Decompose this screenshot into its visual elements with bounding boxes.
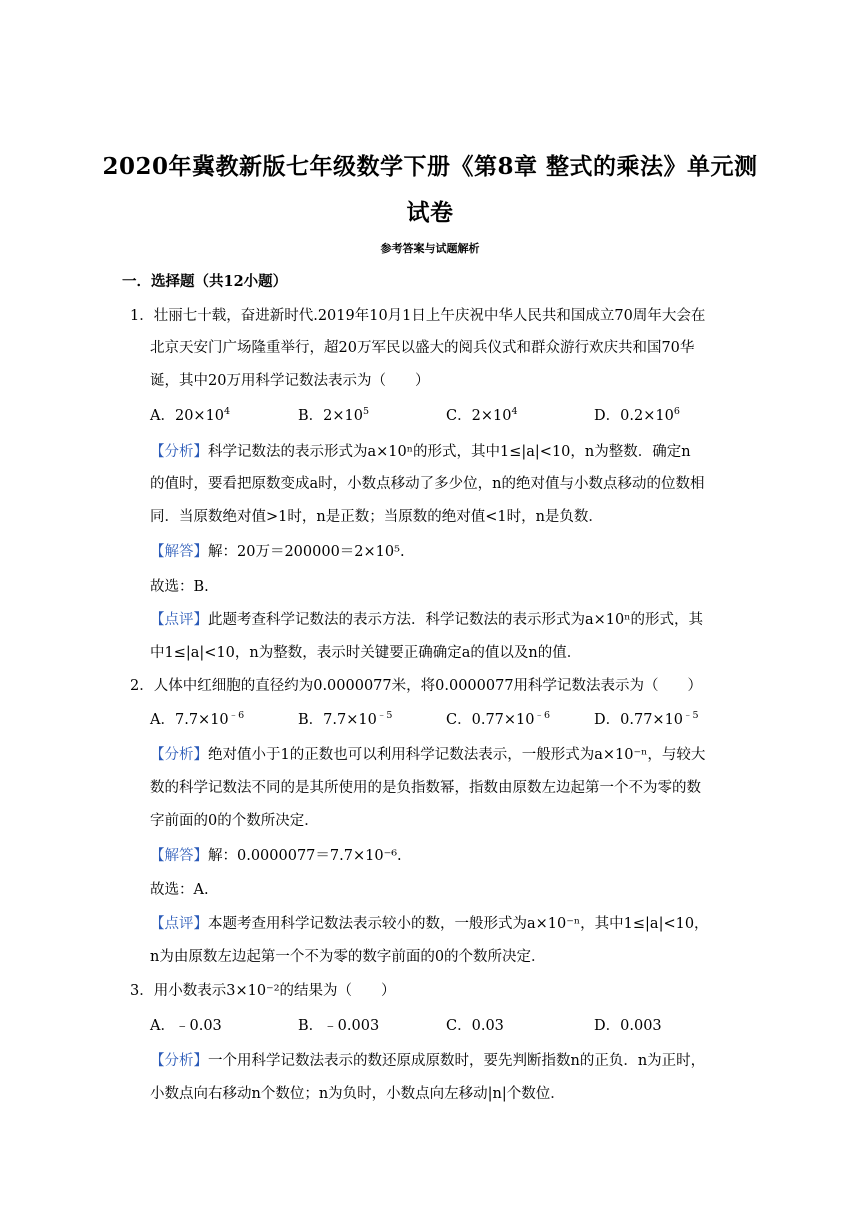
q2-answer: 【解答】解：0.0000077＝7.7×10⁻⁶.: [150, 848, 402, 864]
q3-option-d: D．0.003: [594, 1018, 662, 1034]
answer-tag: 【解答】: [150, 544, 208, 560]
analysis-tag: 【分析】: [150, 1053, 208, 1069]
q1-option-d: D．$0.2\times 10^6$: [594, 406, 680, 424]
q1-stem-line-1: 1．壮丽七十载，奋进新时代.2019年10月1日上午庆祝中华人民共和国成立70周年大会在: [130, 308, 706, 324]
q2-choice: 故选：A.: [150, 882, 209, 898]
q2-comment-line-1: 【点评】本题考查用科学记数法表示较小的数，一般形式为a×10⁻ⁿ，其中1≤|a|<10，: [150, 916, 709, 932]
document-title-line-1: 2020年冀教新版七年级数学下册《第8章 整式的乘法》单元测: [102, 153, 758, 180]
q2-comment-line-2: n为由原数左边起第一个不为零的数字前面的0的个数所决定．: [150, 949, 546, 965]
q3-stem: 3．用小数表示3×10⁻²的结果为（ ）: [130, 983, 396, 999]
q1-analysis-line-3: 同．当原数绝对值>1时，n是正数；当原数的绝对值<1时，n是负数．: [150, 509, 603, 525]
q1-analysis-line-1: 【分析】科学记数法的表示形式为a×10ⁿ的形式，其中1≤|a|<10，n为整数．确定n: [150, 444, 691, 460]
document-title-line-2: 试卷: [406, 199, 454, 226]
q3-option-b: B．﹣0.003: [298, 1018, 380, 1034]
q1-comment-line-2: 中1≤|a|<10，n为整数，表示时关键要正确确定a的值以及n的值．: [150, 645, 582, 661]
answer-tag: 【解答】: [150, 848, 208, 864]
q2-analysis-line-3: 字前面的0的个数所决定．: [150, 813, 319, 829]
q1-stem-line-2: 北京天安门广场隆重举行，超20万军民以盛大的阅兵仪式和群众游行欢庆共和国70华: [150, 340, 695, 356]
comment-tag: 【点评】: [150, 916, 208, 932]
q2-analysis-line-1: 【分析】绝对值小于1的正数也可以利用科学记数法表示，一般形式为a×10⁻ⁿ，与较大: [150, 747, 706, 763]
q3-option-c: C．0.03: [446, 1018, 504, 1034]
q1-option-c: C．$2\times 10^4$: [446, 406, 518, 424]
comment-tag: 【点评】: [150, 612, 208, 628]
q1-answer: 【解答】解：20万＝200000＝2×10⁵.: [150, 544, 405, 560]
q1-stem-line-3: 诞，其中20万用科学记数法表示为（ ）: [150, 373, 430, 389]
q2-option-d: D．$0.77\times 10^{﹣5}$: [594, 710, 699, 728]
analysis-tag: 【分析】: [150, 444, 208, 460]
q1-option-a: A．$20\times 10^4$: [150, 406, 231, 424]
q1-analysis-line-2: 的值时，要看把原数变成a时，小数点移动了多少位，n的绝对值与小数点移动的位数相: [150, 476, 705, 492]
q2-option-b: B．$7.7\times 10^{﹣5}$: [298, 710, 393, 728]
analysis-tag: 【分析】: [150, 747, 208, 763]
q1-choice: 故选：B.: [150, 579, 209, 595]
q3-option-a: A．﹣0.03: [150, 1018, 222, 1034]
section-heading: 一．选择题（共12小题）: [122, 273, 288, 290]
document-subtitle: 参考答案与试题解析: [380, 242, 480, 255]
q2-option-c: C．$0.77\times 10^{﹣6}$: [446, 710, 551, 728]
q2-analysis-line-2: 数的科学记数法不同的是其所使用的是负指数幂，指数由原数左边起第一个不为零的数: [150, 780, 701, 796]
q2-option-a: A．$7.7\times 10^{﹣6}$: [150, 710, 245, 728]
q2-stem: 2．人体中红细胞的直径约为0.0000077米，将0.0000077用科学记数法表示为（ ）: [130, 678, 703, 694]
q3-analysis-line-2: 小数点向右移动n个数位；n为负时，小数点向左移动|n|个数位．: [150, 1086, 565, 1102]
q1-comment-line-1: 【点评】此题考查科学记数法的表示方法．科学记数法的表示形式为a×10ⁿ的形式，其: [150, 612, 704, 628]
q1-option-b: B．$2\times 10^5$: [298, 406, 370, 424]
q3-analysis-line-1: 【分析】一个用科学记数法表示的数还原成原数时，要先判断指数n的正负．n为正时，: [150, 1053, 706, 1069]
